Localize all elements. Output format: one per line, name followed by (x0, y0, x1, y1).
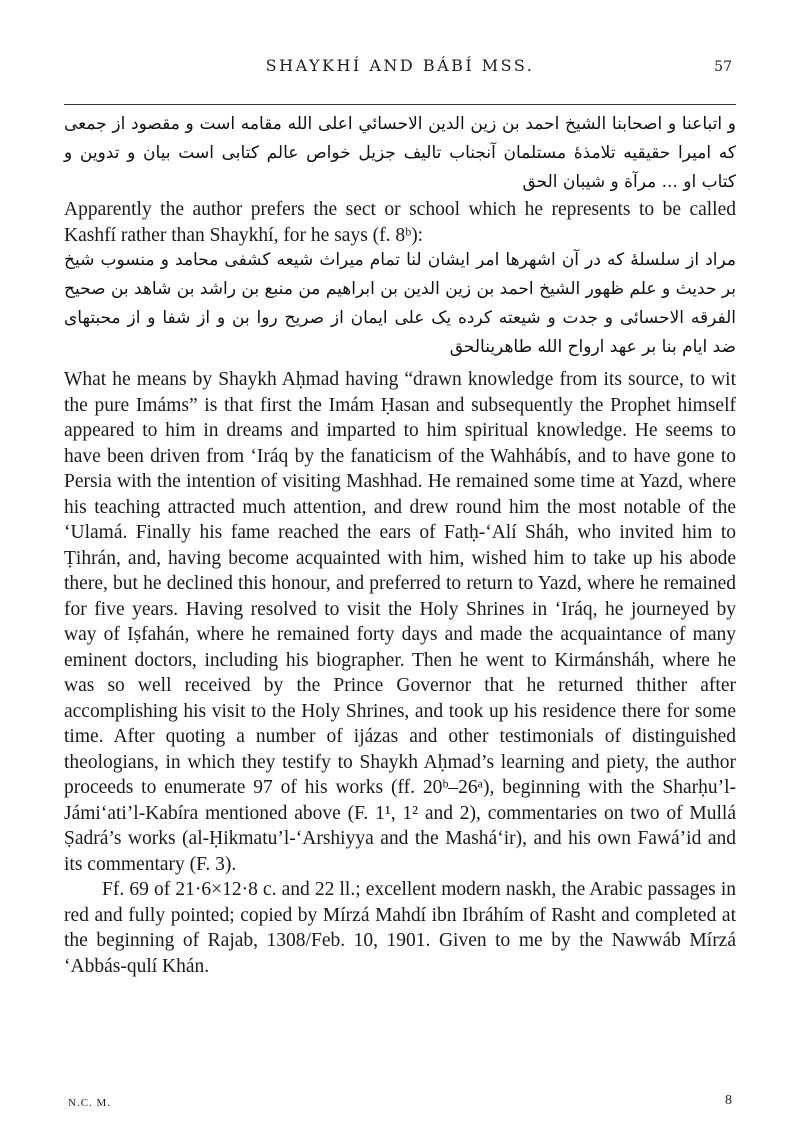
page-header (0, 56, 800, 86)
signature-mark: N.C. M. (68, 1097, 112, 1109)
running-title: SHAYKHÍ AND BÁBÍ MSS. (265, 56, 535, 75)
arabic-text-block: و اتباعنا و اصحابنا الشيخ احمد بن زين الدين الاحسائي اعلى الله مقامه است و مقصود از جمعی که امیرا حقیقیه تلامذهٔ مستلمان آنجناب تاليف جزیل خواص عالم کتابی است بیان و تدوین و کتاب او ... مرآة و شیبان الحق (64, 114, 736, 192)
rule-line (64, 104, 736, 105)
body-paragraph: What he means by Shaykh Aḥmad having “drawn knowledge from its source, to wit the pure Imáms” is that first the Imám Ḥasan and subsequently the Prophet himself appeared to him in dreams and imparted to him spiritual knowledge. He seems to have been driven from ‘Iráq by the fanaticism of the Wahhábís, and to have gone to Persia with the intention of visiting Mashhad. He remained some time at Yazd, where his teaching attracted much attention, and drew round him the most notable of the ‘Ulamá. Finally his fame reached the ears of Fatḥ-‘Alí Sháh, who invited him to Ṭihrán, and, having become acquainted with him, wished him to take up his abode there, but he declined this honour, and preferred to return to Yazd, where he remained for five years. Having resolved to visit the Holy Shrines in ‘Iráq, he journeyed by way of Iṣfahán, where he remained forty days and made the acquaintance of many eminent doctors, including his biographer. Then he went to Kirmánsháh, where he was so well received by the Prince Governor that he returned thither after accomplishing his visit to the Holy Shrines, and took up his residence there for some time. After quoting a number of ijázas and other testimonials of distinguished theologians, in which they testify to Shaykh Aḥmad’s learning and piety, the author proceeds to enumerate 97 of his works (ff. 20ᵇ–26ᵃ), beginning with the Sharḥu’l-Jámi‘ati’l-Kabíra mentioned above (F. 1¹, 1² and 2), commentaries on two of Mullá Ṣadrá’s works (al-Ḥikmatu’l-‘Arshiyya and the Mashá‘ir), and his own Fawá’id and its commentary (F. 3). (64, 369, 736, 875)
arabic-quotation-1 (64, 104, 736, 197)
intro-text: Apparently the author prefers the sect or school which he represents to be called Kashfí rather than Shaykhí, for he says (f. 8ᵇ): (64, 199, 736, 246)
page-number: 57 (714, 59, 732, 75)
english-body (64, 367, 736, 979)
arabic-quotation-2 (64, 240, 736, 362)
arabic-text-block: مراد از سلسلهٔ که در آن اشهرها امر ایشان لنا تمام میراث شیعه کشفی محامد و منسوب شیخ بر حدیث و علم ظهور الشیخ احمد بن زین الدین بن ابراهیم من منبع بن راشد بن شاهد بن صحیح الفرقه الاحسائی و جدت و شیعته کرده یک علی ایمان از صریح روا بن و از شفا و از محبتهای ضد ایام بنا بر عهد ارواح الله طاهرینالحق (64, 250, 736, 357)
colophon-paragraph: Ff. 69 of 21·6×12·8 c. and 22 ll.; excellent modern naskh, the Arabic passages in red and fully pointed; copied by Mírzá Mahdí ibn Ibráhím of Rasht and completed at the beginning of Rajab, 1308/Feb. 10, 1901. Given to me by the Nawwáb Mírzá ‘Abbás-qulí Khán. (64, 879, 736, 977)
sheet-number: 8 (725, 1093, 732, 1108)
